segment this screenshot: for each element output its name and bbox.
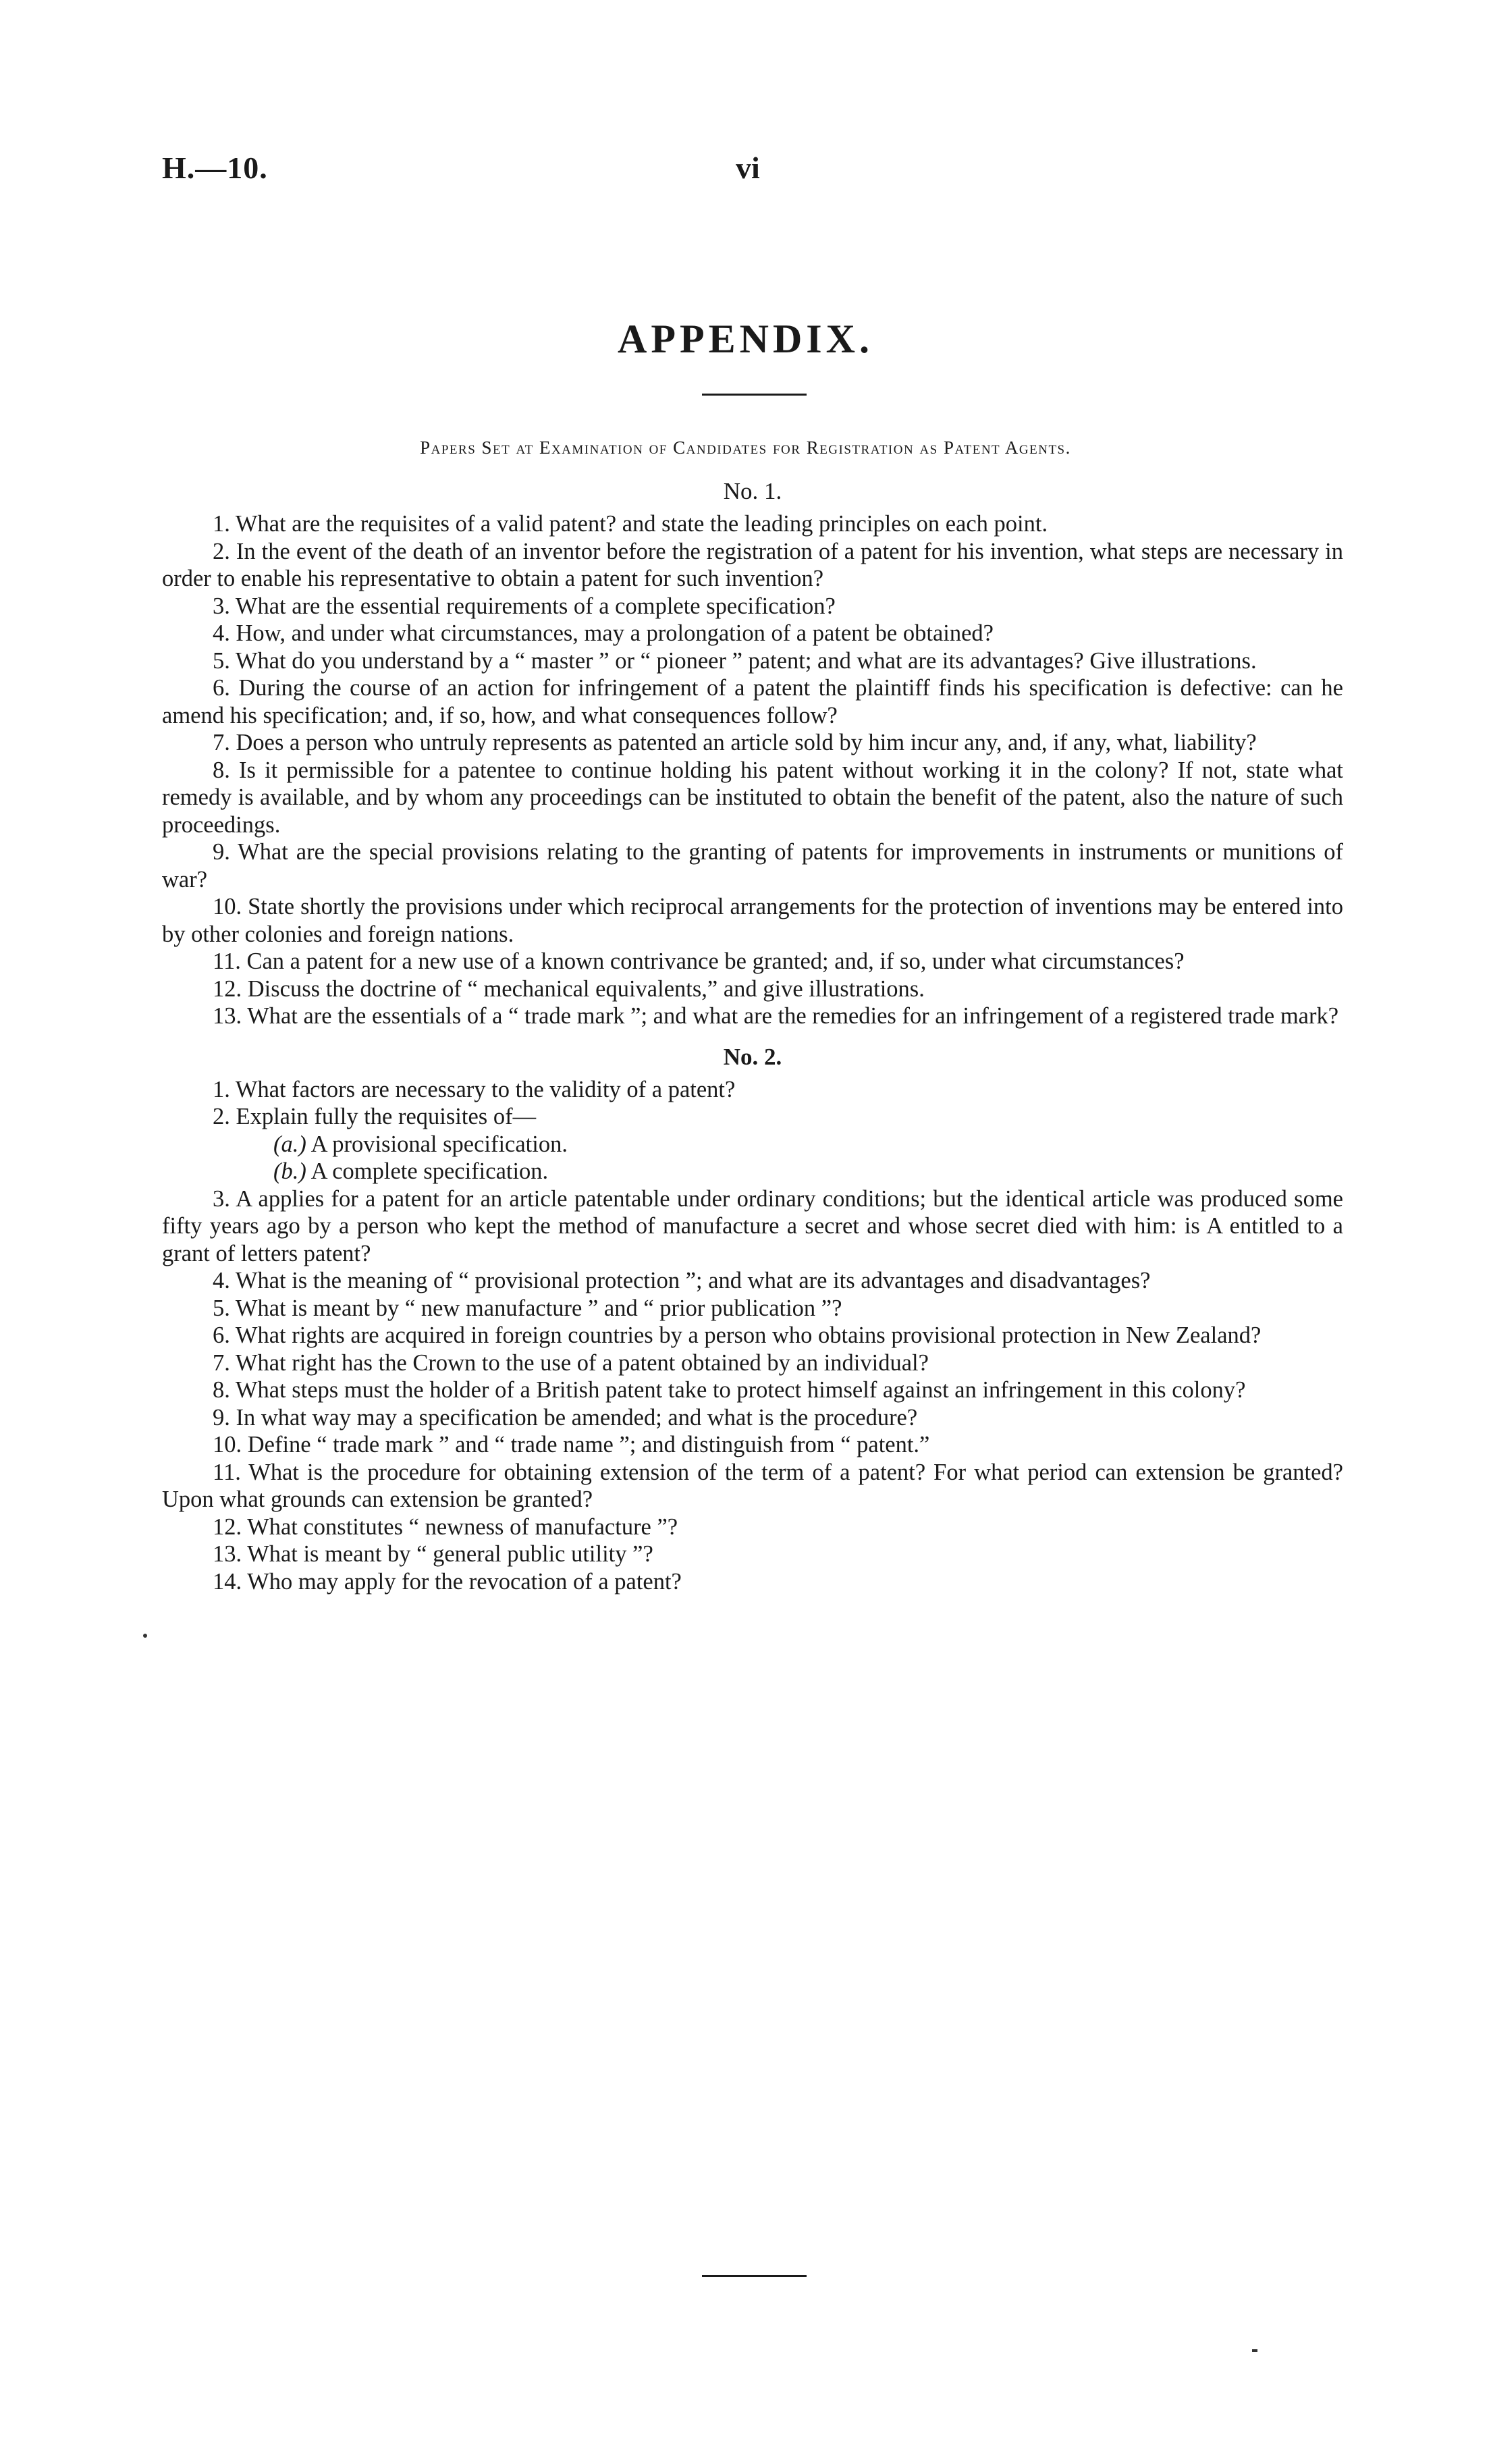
sub-item-label: (b.)	[273, 1158, 306, 1184]
print-speck	[143, 1634, 147, 1638]
question: 5. What is meant by “ new manufacture ” and “ prior publication ”?	[213, 1295, 842, 1321]
question: 3. A applies for a patent for an article patentable under ordinary conditions; but the identical article was produced some fifty years ago by a person who kept the method of manufacture a secret and whose secret died with him: is A entitled to a grant of letters patent?	[162, 1185, 1343, 1266]
question: 5. What do you understand by a “ master ” or “ pioneer ” patent; and what are its advantages? Give illustrations.	[213, 647, 1257, 674]
question: 2. In the event of the death of an inventor before the registration of a patent for his invention, what steps are necessary in order to enable his representative to obtain a patent for such invention?	[162, 538, 1343, 591]
question: 7. What right has the Crown to the use of a patent obtained by an individual?	[213, 1349, 929, 1376]
title-rule	[702, 394, 807, 396]
question: 12. What constitutes “ newness of manufacture ”?	[213, 1514, 678, 1540]
page-reference: H.—10.	[162, 151, 268, 185]
question: 7. Does a person who untruly represents as patented an article sold by him incur any, and, if any, what, liability?	[213, 730, 1257, 755]
sub-item	[162, 1158, 1343, 1185]
question: 9. What are the special provisions relating to the granting of patents for improvements in instruments or munitions of war?	[162, 839, 1343, 892]
sub-item	[162, 1131, 1343, 1158]
page-number: vi	[736, 151, 760, 185]
question: 11. What is the procedure for obtaining extension of the term of a patent? For what period can extension be granted? Upon what grounds can extension be granted?	[162, 1459, 1343, 1512]
print-speck	[1252, 2349, 1257, 2352]
question: 6. What rights are acquired in foreign countries by a person who obtains provisional protection in New Zealand?	[213, 1322, 1262, 1348]
question: 9. In what way may a specification be amended; and what is the procedure?	[213, 1404, 918, 1430]
document-body	[162, 473, 1343, 1595]
question: 10. State shortly the provisions under which reciprocal arrangements for the protection of inventions may be entered into by other colonies and foreign nations.	[162, 894, 1343, 947]
question: 1. What factors are necessary to the validity of a patent?	[213, 1076, 736, 1102]
question: 4. How, and under what circumstances, may a prolongation of a patent be obtained?	[213, 620, 994, 646]
sub-item-text: A provisional specification.	[310, 1131, 568, 1157]
question: 10. Define “ trade mark ” and “ trade name ”; and distinguish from “ patent.”	[213, 1432, 930, 1457]
sub-item-label: (a.)	[273, 1131, 306, 1157]
question: 14. Who may apply for the revocation of a patent?	[213, 1568, 682, 1595]
question: 2. Explain fully the requisites of—	[213, 1104, 537, 1129]
sub-item-text: A complete specification.	[310, 1158, 549, 1184]
paper-2-heading: No. 2.	[723, 1043, 782, 1070]
question: 8. Is it permissible for a patentee to continue holding his patent without working it in the colony? If not, state what remedy is available, and by whom any proceedings can be instituted to obtain the benefit of the patent, also the nature of such proceedings.	[162, 757, 1343, 838]
question: 1. What are the requisites of a valid patent? and state the leading principles on each point.	[213, 511, 1048, 537]
closing-rule	[702, 2275, 807, 2277]
question: 8. What steps must the holder of a British patent take to protect himself against an infringement in this colony?	[213, 1377, 1246, 1403]
page-subtitle: Papers Set at Examination of Candidates for Registration as Patent Agents.	[420, 437, 1071, 458]
question: 11. Can a patent for a new use of a known contrivance be granted; and, if so, under what circumstances?	[213, 948, 1185, 974]
question: 13. What is meant by “ general public utility ”?	[213, 1541, 653, 1567]
question: 3. What are the essential requirements of a complete specification?	[213, 593, 836, 619]
paper-1-heading: No. 1.	[723, 478, 782, 504]
question: 13. What are the essentials of a “ trade mark ”; and what are the remedies for an infringement of a registered trade mark?	[213, 1003, 1339, 1029]
question: 12. Discuss the doctrine of “ mechanical equivalents,” and give illustrations.	[213, 975, 925, 1002]
question: 6. During the course of an action for infringement of a patent the plaintiff finds his specification is defective: can he amend his specification; and, if so, how, and what consequences follow?	[162, 675, 1343, 728]
page-title: APPENDIX.	[618, 317, 873, 361]
question: 4. What is the meaning of “ provisional protection ”; and what are its advantages and disadvantages?	[213, 1268, 1151, 1293]
